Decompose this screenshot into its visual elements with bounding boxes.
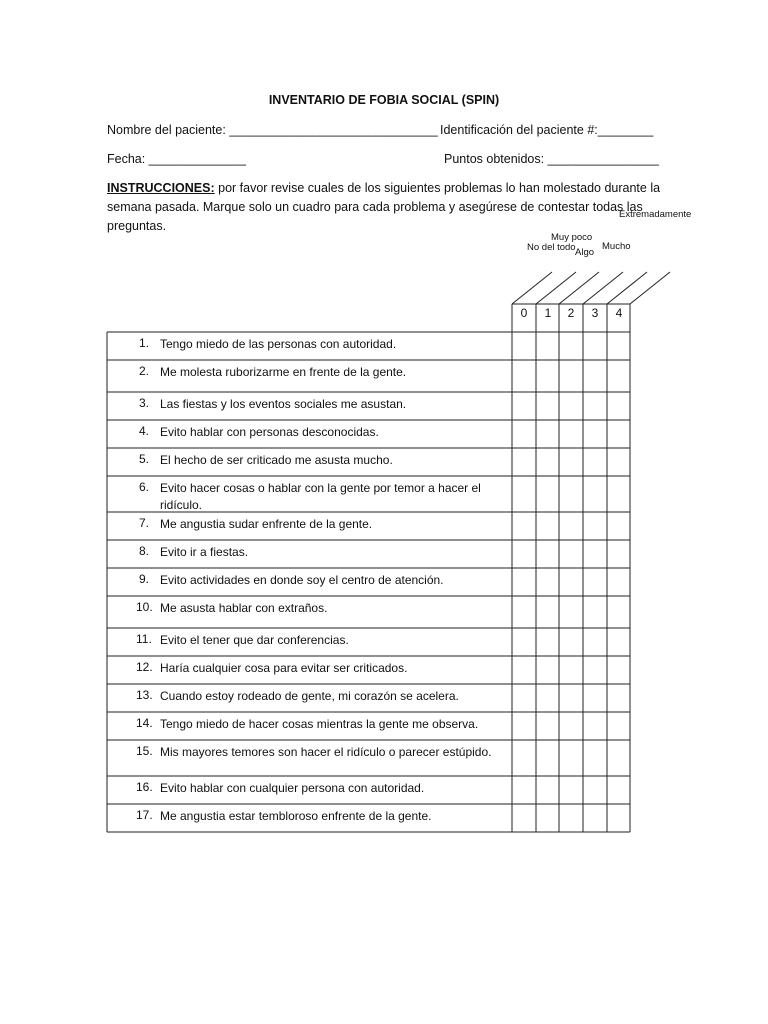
answer-checkbox[interactable]	[584, 449, 606, 475]
answer-checkbox[interactable]	[584, 477, 606, 511]
answer-checkbox[interactable]	[513, 569, 535, 595]
answer-checkbox[interactable]	[608, 777, 629, 803]
answer-checkbox[interactable]	[608, 449, 629, 475]
question-number: 13.	[136, 688, 153, 702]
column-header-0: 0	[520, 306, 528, 320]
answer-checkbox[interactable]	[608, 513, 629, 539]
column-diagonal-1	[536, 272, 576, 304]
answer-checkbox[interactable]	[560, 741, 582, 775]
question-number: 11.	[136, 632, 152, 646]
answer-checkbox[interactable]	[560, 393, 582, 419]
answer-checkbox[interactable]	[513, 361, 535, 391]
answer-checkbox[interactable]	[560, 421, 582, 447]
answer-checkbox[interactable]	[513, 713, 535, 739]
answer-checkbox[interactable]	[608, 713, 629, 739]
answer-checkbox[interactable]	[584, 333, 606, 359]
answer-checkbox[interactable]	[513, 333, 535, 359]
answer-checkbox[interactable]	[584, 541, 606, 567]
answer-checkbox[interactable]	[537, 597, 558, 627]
answer-checkbox[interactable]	[560, 477, 582, 511]
answer-checkbox[interactable]	[584, 777, 606, 803]
answer-checkbox[interactable]	[560, 569, 582, 595]
answer-checkbox[interactable]	[608, 657, 629, 683]
answer-checkbox[interactable]	[584, 741, 606, 775]
question-text: Me angustia estar tembloroso enfrente de la gente.	[160, 809, 432, 823]
answer-checkbox[interactable]	[584, 569, 606, 595]
question-text: Me molesta ruborizarme en frente de la gente.	[160, 365, 407, 379]
answer-checkbox[interactable]	[537, 657, 558, 683]
answer-checkbox[interactable]	[584, 421, 606, 447]
column-diagonal-0	[512, 272, 552, 304]
column-diagonal-5	[630, 272, 670, 304]
answer-checkbox[interactable]	[608, 629, 629, 655]
score-field[interactable]: Puntos obtenidos: ________________	[444, 152, 659, 166]
answer-checkbox[interactable]	[608, 805, 629, 831]
answer-checkbox[interactable]	[513, 393, 535, 419]
question-number: 2.	[139, 364, 150, 378]
answer-checkbox[interactable]	[608, 477, 629, 511]
answer-checkbox[interactable]	[584, 685, 606, 711]
question-number: 5.	[139, 452, 150, 466]
column-header-1: 1	[544, 306, 552, 320]
answer-checkbox[interactable]	[537, 777, 558, 803]
answer-checkbox[interactable]	[560, 629, 582, 655]
patient-id-field[interactable]: Identificación del paciente #:________	[440, 123, 654, 137]
date-field[interactable]: Fecha: ______________	[107, 152, 247, 166]
answer-checkbox[interactable]	[513, 421, 535, 447]
question-number: 12.	[136, 660, 153, 674]
answer-checkbox[interactable]	[513, 805, 535, 831]
answer-checkbox[interactable]	[513, 541, 535, 567]
answer-checkbox[interactable]	[537, 333, 558, 359]
answer-checkbox[interactable]	[537, 741, 558, 775]
answer-checkbox[interactable]	[560, 333, 582, 359]
form-title: INVENTARIO DE FOBIA SOCIAL (SPIN)	[268, 93, 500, 107]
column-diagonal-2	[559, 272, 599, 304]
question-number: 1.	[139, 336, 150, 350]
answer-checkbox[interactable]	[560, 777, 582, 803]
question-number: 10.	[136, 600, 153, 614]
question-text: Mis mayores temores son hacer el ridículo o parecer estúpido.	[160, 745, 492, 759]
question-number: 4.	[139, 424, 150, 438]
question-text: El hecho de ser criticado me asusta mucho.	[160, 453, 393, 467]
answer-checkbox[interactable]	[537, 805, 558, 831]
answer-checkbox[interactable]	[537, 477, 558, 511]
answer-checkbox[interactable]	[584, 629, 606, 655]
question-number: 14.	[136, 716, 153, 730]
question-text: Cuando estoy rodeado de gente, mi corazón se acelera.	[160, 689, 459, 703]
answer-checkbox[interactable]	[608, 569, 629, 595]
answer-checkbox[interactable]	[537, 713, 558, 739]
column-header-2: 2	[567, 306, 575, 320]
answer-checkbox[interactable]	[513, 477, 535, 511]
question-text: Me angustia sudar enfrente de la gente.	[160, 517, 373, 531]
answer-checkbox[interactable]	[608, 741, 629, 775]
answer-checkbox[interactable]	[537, 449, 558, 475]
answer-checkbox[interactable]	[560, 713, 582, 739]
answer-checkbox[interactable]	[584, 597, 606, 627]
answer-checkbox[interactable]	[608, 597, 629, 627]
answer-checkbox[interactable]	[513, 629, 535, 655]
question-text: Evito actividades en donde soy el centro de atención.	[160, 573, 444, 587]
question-text: Me asusta hablar con extraños.	[160, 601, 328, 615]
question-text: Las fiestas y los eventos sociales me asustan.	[160, 397, 407, 411]
answer-checkbox[interactable]	[537, 361, 558, 391]
answer-checkbox[interactable]	[608, 361, 629, 391]
answer-checkbox[interactable]	[560, 541, 582, 567]
scale-label-0: No del todo	[527, 242, 576, 253]
question-number: 9.	[139, 572, 150, 586]
answer-checkbox[interactable]	[560, 513, 582, 539]
question-number: 7.	[139, 516, 150, 530]
answer-checkbox[interactable]	[537, 513, 558, 539]
question-number: 17.	[136, 808, 153, 822]
scale-label-3: Mucho	[602, 241, 631, 252]
question-number: 6.	[139, 480, 150, 494]
answer-checkbox[interactable]	[560, 449, 582, 475]
question-text: Tengo miedo de hacer cosas mientras la gente me observa.	[160, 717, 479, 731]
answer-checkbox[interactable]	[560, 597, 582, 627]
answer-checkbox[interactable]	[537, 569, 558, 595]
instructions-lead: INSTRUCCIONES:	[107, 181, 215, 195]
question-text: Tengo miedo de las personas con autoridad.	[160, 337, 397, 351]
answer-checkbox[interactable]	[584, 657, 606, 683]
scale-label-1: Muy poco	[551, 232, 593, 243]
answer-checkbox[interactable]	[513, 513, 535, 539]
question-text: Evito hablar con personas desconocidas.	[160, 425, 379, 439]
answer-checkbox[interactable]	[608, 333, 629, 359]
column-header-4: 4	[615, 306, 623, 320]
answer-checkbox[interactable]	[537, 421, 558, 447]
instructions-text: por favor revise cuales de los siguientes problemas lo han molestado durante la semana pasada. Marque solo un cuadro para cada problema y asegúrese de contestar todas las preguntas.	[107, 181, 661, 233]
question-text: Evito ir a fiestas.	[160, 545, 249, 559]
column-diagonal-4	[607, 272, 647, 304]
answer-checkbox[interactable]	[584, 361, 606, 391]
column-diagonal-3	[583, 272, 623, 304]
question-text: Evito hacer cosas o hablar con la gente por temor a hacer el ridículo.	[160, 481, 481, 512]
answer-checkbox[interactable]	[513, 741, 535, 775]
answer-checkbox[interactable]	[537, 393, 558, 419]
answer-checkbox[interactable]	[513, 657, 535, 683]
question-number: 16.	[136, 780, 153, 794]
answer-checkbox[interactable]	[537, 629, 558, 655]
answer-checkbox[interactable]	[513, 597, 535, 627]
question-text: Evito el tener que dar conferencias.	[160, 633, 349, 647]
answer-checkbox[interactable]	[513, 685, 535, 711]
answer-checkbox[interactable]	[560, 657, 582, 683]
answer-checkbox[interactable]	[560, 361, 582, 391]
question-text: Haría cualquier cosa para evitar ser criticados.	[160, 661, 408, 675]
answer-checkbox[interactable]	[537, 541, 558, 567]
question-text: Evito hablar con cualquier persona con autoridad.	[160, 781, 425, 795]
answer-checkbox[interactable]	[608, 541, 629, 567]
answer-checkbox[interactable]	[608, 421, 629, 447]
answer-checkbox[interactable]	[584, 513, 606, 539]
answer-checkbox[interactable]	[513, 449, 535, 475]
question-number: 15.	[136, 744, 153, 758]
patient-name-field[interactable]: Nombre del paciente: ______________________________	[107, 123, 438, 137]
answer-checkbox[interactable]	[584, 805, 606, 831]
answer-checkbox[interactable]	[560, 685, 582, 711]
answer-checkbox[interactable]	[608, 393, 629, 419]
answer-checkbox[interactable]	[560, 805, 582, 831]
scale-label-2: Algo	[575, 247, 595, 258]
question-number: 3.	[139, 396, 150, 410]
column-header-3: 3	[591, 306, 599, 320]
question-number: 8.	[139, 544, 150, 558]
scale-label-4: Extremadamente	[619, 209, 692, 220]
answer-checkbox[interactable]	[584, 393, 606, 419]
answer-checkbox[interactable]	[513, 777, 535, 803]
answer-checkbox[interactable]	[608, 685, 629, 711]
answer-checkbox[interactable]	[584, 713, 606, 739]
answer-checkbox[interactable]	[537, 685, 558, 711]
